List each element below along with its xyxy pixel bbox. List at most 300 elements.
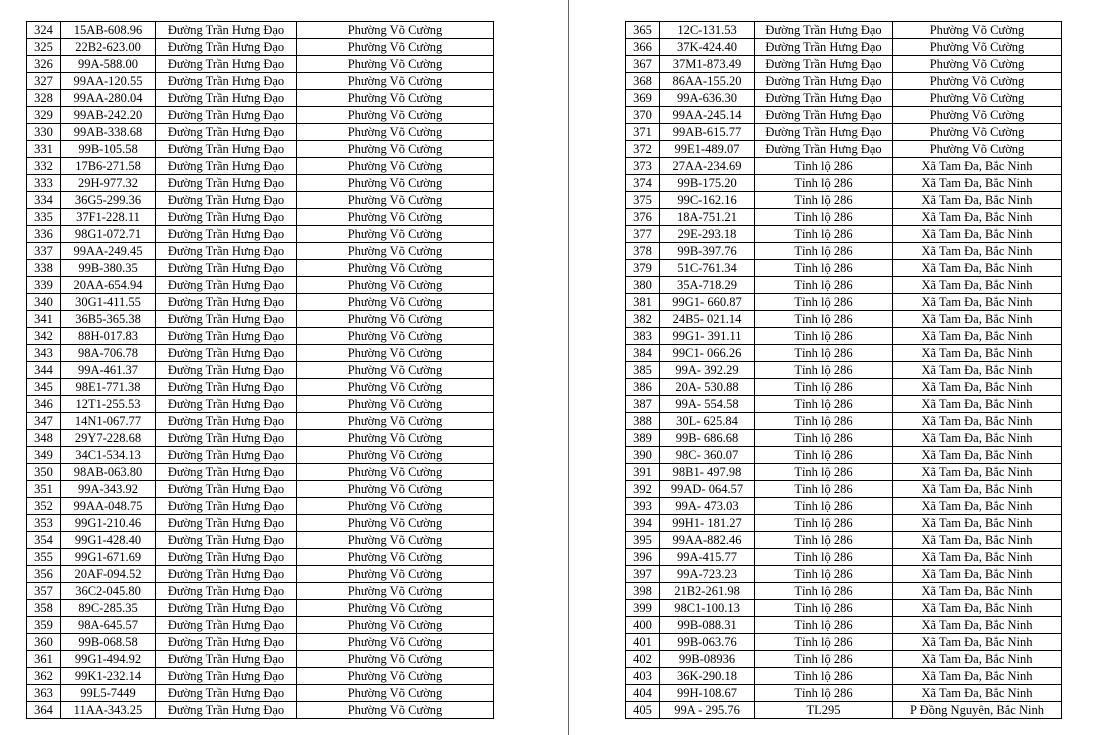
license-plate-cell: 29H-977.32 xyxy=(61,175,156,192)
license-plate-cell: 99A-415.77 xyxy=(660,549,755,566)
row-number-cell: 362 xyxy=(27,668,61,685)
location-cell: Phường Võ Cường xyxy=(297,617,494,634)
road-cell: Tỉnh lộ 286 xyxy=(755,277,893,294)
license-plate-cell: 14N1-067.77 xyxy=(61,413,156,430)
row-number-cell: 333 xyxy=(27,175,61,192)
license-plate-cell: 99AB-338.68 xyxy=(61,124,156,141)
license-plate-cell: 99C1- 066.26 xyxy=(660,345,755,362)
location-cell: Phường Võ Cường xyxy=(893,39,1062,56)
table-row xyxy=(626,685,1062,702)
road-cell: Tỉnh lộ 286 xyxy=(755,260,893,277)
table-row xyxy=(626,124,1062,141)
location-cell: Xã Tam Đa, Bắc Ninh xyxy=(893,651,1062,668)
table-row xyxy=(27,277,494,294)
location-cell: Xã Tam Đa, Bắc Ninh xyxy=(893,430,1062,447)
road-cell: Tỉnh lộ 286 xyxy=(755,328,893,345)
license-plate-cell: 99AA-280.04 xyxy=(61,90,156,107)
location-cell: Xã Tam Đa, Bắc Ninh xyxy=(893,549,1062,566)
license-plate-cell: 99G1-428.40 xyxy=(61,532,156,549)
location-cell: Xã Tam Đa, Bắc Ninh xyxy=(893,328,1062,345)
location-cell: Phường Võ Cường xyxy=(297,345,494,362)
row-number-cell: 351 xyxy=(27,481,61,498)
row-number-cell: 372 xyxy=(626,141,660,158)
license-plate-cell: 99AB-615.77 xyxy=(660,124,755,141)
road-cell: Đường Trần Hưng Đạo xyxy=(156,600,297,617)
location-cell: Xã Tam Đa, Bắc Ninh xyxy=(893,396,1062,413)
row-number-cell: 360 xyxy=(27,634,61,651)
row-number-cell: 366 xyxy=(626,39,660,56)
location-cell: Phường Võ Cường xyxy=(297,175,494,192)
right-page xyxy=(625,21,1061,719)
road-cell: Đường Trần Hưng Đạo xyxy=(156,328,297,345)
row-number-cell: 369 xyxy=(626,90,660,107)
table-row xyxy=(626,345,1062,362)
road-cell: Đường Trần Hưng Đạo xyxy=(156,685,297,702)
license-plate-cell: 99A - 295.76 xyxy=(660,702,755,719)
location-cell: P Đồng Nguyên, Bắc Ninh xyxy=(893,702,1062,719)
location-cell: Phường Võ Cường xyxy=(893,107,1062,124)
table-row xyxy=(626,651,1062,668)
location-cell: Phường Võ Cường xyxy=(297,413,494,430)
license-plate-cell: 21B2-261.98 xyxy=(660,583,755,600)
license-plate-cell: 18A-751.21 xyxy=(660,209,755,226)
table-row xyxy=(27,617,494,634)
location-cell: Xã Tam Đa, Bắc Ninh xyxy=(893,311,1062,328)
table-row xyxy=(27,549,494,566)
row-number-cell: 331 xyxy=(27,141,61,158)
row-number-cell: 327 xyxy=(27,73,61,90)
road-cell: Tỉnh lộ 286 xyxy=(755,515,893,532)
table-row xyxy=(626,413,1062,430)
license-plate-cell: 99B- 686.68 xyxy=(660,430,755,447)
row-number-cell: 389 xyxy=(626,430,660,447)
road-cell: Đường Trần Hưng Đạo xyxy=(156,498,297,515)
table-row xyxy=(27,56,494,73)
location-cell: Xã Tam Đa, Bắc Ninh xyxy=(893,277,1062,294)
location-cell: Phường Võ Cường xyxy=(297,209,494,226)
location-cell: Xã Tam Đa, Bắc Ninh xyxy=(893,243,1062,260)
location-cell: Phường Võ Cường xyxy=(297,651,494,668)
license-plate-cell: 99A-461.37 xyxy=(61,362,156,379)
road-cell: Đường Trần Hưng Đạo xyxy=(156,549,297,566)
row-number-cell: 370 xyxy=(626,107,660,124)
road-cell: Đường Trần Hưng Đạo xyxy=(156,362,297,379)
row-number-cell: 341 xyxy=(27,311,61,328)
road-cell: Đường Trần Hưng Đạo xyxy=(156,107,297,124)
location-cell: Phường Võ Cường xyxy=(297,430,494,447)
row-number-cell: 378 xyxy=(626,243,660,260)
road-cell: Đường Trần Hưng Đạo xyxy=(156,90,297,107)
row-number-cell: 352 xyxy=(27,498,61,515)
road-cell: Tỉnh lộ 286 xyxy=(755,158,893,175)
road-cell: Đường Trần Hưng Đạo xyxy=(156,56,297,73)
row-number-cell: 401 xyxy=(626,634,660,651)
table-row xyxy=(27,668,494,685)
table-row xyxy=(27,379,494,396)
table-row xyxy=(626,532,1062,549)
location-cell: Xã Tam Đa, Bắc Ninh xyxy=(893,413,1062,430)
road-cell: Đường Trần Hưng Đạo xyxy=(156,566,297,583)
location-cell: Xã Tam Đa, Bắc Ninh xyxy=(893,498,1062,515)
table-row xyxy=(626,464,1062,481)
right-table-body xyxy=(626,22,1062,719)
road-cell: Tỉnh lộ 286 xyxy=(755,464,893,481)
road-cell: Đường Trần Hưng Đạo xyxy=(156,73,297,90)
road-cell: Đường Trần Hưng Đạo xyxy=(156,22,297,39)
row-number-cell: 384 xyxy=(626,345,660,362)
table-row xyxy=(27,124,494,141)
right-violation-table xyxy=(625,21,1062,719)
license-plate-cell: 51C-761.34 xyxy=(660,260,755,277)
road-cell: Đường Trần Hưng Đạo xyxy=(156,260,297,277)
table-row xyxy=(27,175,494,192)
road-cell: Tỉnh lộ 286 xyxy=(755,175,893,192)
location-cell: Phường Võ Cường xyxy=(297,498,494,515)
license-plate-cell: 15AB-608.96 xyxy=(61,22,156,39)
row-number-cell: 325 xyxy=(27,39,61,56)
road-cell: Tỉnh lộ 286 xyxy=(755,634,893,651)
location-cell: Xã Tam Đa, Bắc Ninh xyxy=(893,532,1062,549)
location-cell: Phường Võ Cường xyxy=(297,226,494,243)
row-number-cell: 382 xyxy=(626,311,660,328)
location-cell: Phường Võ Cường xyxy=(297,379,494,396)
license-plate-cell: 36C2-045.80 xyxy=(61,583,156,600)
table-row xyxy=(626,22,1062,39)
road-cell: Đường Trần Hưng Đạo xyxy=(156,515,297,532)
road-cell: Tỉnh lộ 286 xyxy=(755,192,893,209)
location-cell: Phường Võ Cường xyxy=(297,634,494,651)
table-row xyxy=(626,328,1062,345)
table-row xyxy=(27,226,494,243)
license-plate-cell: 30G1-411.55 xyxy=(61,294,156,311)
road-cell: Tỉnh lộ 286 xyxy=(755,413,893,430)
road-cell: Đường Trần Hưng Đạo xyxy=(156,277,297,294)
row-number-cell: 356 xyxy=(27,566,61,583)
road-cell: Đường Trần Hưng Đạo xyxy=(156,464,297,481)
location-cell: Phường Võ Cường xyxy=(893,22,1062,39)
table-row xyxy=(626,243,1062,260)
license-plate-cell: 20AA-654.94 xyxy=(61,277,156,294)
location-cell: Xã Tam Đa, Bắc Ninh xyxy=(893,260,1062,277)
road-cell: Tỉnh lộ 286 xyxy=(755,617,893,634)
row-number-cell: 324 xyxy=(27,22,61,39)
road-cell: Tỉnh lộ 286 xyxy=(755,668,893,685)
license-plate-cell: 99G1- 391.11 xyxy=(660,328,755,345)
road-cell: Đường Trần Hưng Đạo xyxy=(156,345,297,362)
location-cell: Phường Võ Cường xyxy=(297,294,494,311)
row-number-cell: 383 xyxy=(626,328,660,345)
license-plate-cell: 98E1-771.38 xyxy=(61,379,156,396)
table-row xyxy=(626,39,1062,56)
table-row xyxy=(27,532,494,549)
location-cell: Phường Võ Cường xyxy=(893,141,1062,158)
table-row xyxy=(626,447,1062,464)
row-number-cell: 367 xyxy=(626,56,660,73)
license-plate-cell: 99B-380.35 xyxy=(61,260,156,277)
road-cell: Tỉnh lộ 286 xyxy=(755,311,893,328)
location-cell: Phường Võ Cường xyxy=(297,583,494,600)
table-row xyxy=(626,566,1062,583)
table-row xyxy=(27,651,494,668)
location-cell: Phường Võ Cường xyxy=(297,464,494,481)
table-row xyxy=(27,600,494,617)
row-number-cell: 397 xyxy=(626,566,660,583)
license-plate-cell: 99H-108.67 xyxy=(660,685,755,702)
row-number-cell: 399 xyxy=(626,600,660,617)
table-row xyxy=(626,141,1062,158)
road-cell: Tỉnh lộ 286 xyxy=(755,362,893,379)
license-plate-cell: 98AB-063.80 xyxy=(61,464,156,481)
row-number-cell: 357 xyxy=(27,583,61,600)
table-row xyxy=(27,447,494,464)
row-number-cell: 375 xyxy=(626,192,660,209)
location-cell: Phường Võ Cường xyxy=(297,90,494,107)
row-number-cell: 392 xyxy=(626,481,660,498)
location-cell: Phường Võ Cường xyxy=(297,515,494,532)
license-plate-cell: 98A-645.57 xyxy=(61,617,156,634)
row-number-cell: 379 xyxy=(626,260,660,277)
road-cell: Đường Trần Hưng Đạo xyxy=(156,311,297,328)
location-cell: Xã Tam Đa, Bắc Ninh xyxy=(893,583,1062,600)
row-number-cell: 334 xyxy=(27,192,61,209)
road-cell: Tỉnh lộ 286 xyxy=(755,685,893,702)
location-cell: Phường Võ Cường xyxy=(297,243,494,260)
location-cell: Phường Võ Cường xyxy=(297,260,494,277)
table-row xyxy=(27,90,494,107)
road-cell: Tỉnh lộ 286 xyxy=(755,345,893,362)
license-plate-cell: 99B-397.76 xyxy=(660,243,755,260)
table-row xyxy=(27,430,494,447)
license-plate-cell: 37M1-873.49 xyxy=(660,56,755,73)
left-violation-table xyxy=(26,21,494,719)
road-cell: Đường Trần Hưng Đạo xyxy=(755,73,893,90)
table-row xyxy=(626,260,1062,277)
table-row xyxy=(626,362,1062,379)
license-plate-cell: 98C- 360.07 xyxy=(660,447,755,464)
license-plate-cell: 36G5-299.36 xyxy=(61,192,156,209)
row-number-cell: 353 xyxy=(27,515,61,532)
location-cell: Phường Võ Cường xyxy=(297,396,494,413)
license-plate-cell: 99E1-489.07 xyxy=(660,141,755,158)
location-cell: Xã Tam Đa, Bắc Ninh xyxy=(893,294,1062,311)
location-cell: Phường Võ Cường xyxy=(297,56,494,73)
road-cell: Đường Trần Hưng Đạo xyxy=(156,617,297,634)
license-plate-cell: 99AD- 064.57 xyxy=(660,481,755,498)
license-plate-cell: 36K-290.18 xyxy=(660,668,755,685)
license-plate-cell: 12C-131.53 xyxy=(660,22,755,39)
row-number-cell: 336 xyxy=(27,226,61,243)
table-row xyxy=(626,515,1062,532)
road-cell: Đường Trần Hưng Đạo xyxy=(755,56,893,73)
table-row xyxy=(626,175,1062,192)
location-cell: Phường Võ Cường xyxy=(297,702,494,719)
road-cell: Đường Trần Hưng Đạo xyxy=(755,107,893,124)
location-cell: Phường Võ Cường xyxy=(893,73,1062,90)
row-number-cell: 394 xyxy=(626,515,660,532)
table-row xyxy=(27,73,494,90)
left-table-body xyxy=(27,22,494,719)
row-number-cell: 374 xyxy=(626,175,660,192)
location-cell: Phường Võ Cường xyxy=(297,447,494,464)
license-plate-cell: 99B-088.31 xyxy=(660,617,755,634)
road-cell: Tỉnh lộ 286 xyxy=(755,447,893,464)
road-cell: Đường Trần Hưng Đạo xyxy=(156,294,297,311)
license-plate-cell: 11AA-343.25 xyxy=(61,702,156,719)
row-number-cell: 377 xyxy=(626,226,660,243)
license-plate-cell: 86AA-155.20 xyxy=(660,73,755,90)
row-number-cell: 339 xyxy=(27,277,61,294)
license-plate-cell: 99B-063.76 xyxy=(660,634,755,651)
table-row xyxy=(27,39,494,56)
table-row xyxy=(626,209,1062,226)
road-cell: Đường Trần Hưng Đạo xyxy=(156,430,297,447)
license-plate-cell: 99C-162.16 xyxy=(660,192,755,209)
row-number-cell: 329 xyxy=(27,107,61,124)
license-plate-cell: 99A-588.00 xyxy=(61,56,156,73)
row-number-cell: 400 xyxy=(626,617,660,634)
license-plate-cell: 37F1-228.11 xyxy=(61,209,156,226)
row-number-cell: 361 xyxy=(27,651,61,668)
table-row xyxy=(626,396,1062,413)
row-number-cell: 335 xyxy=(27,209,61,226)
location-cell: Xã Tam Đa, Bắc Ninh xyxy=(893,362,1062,379)
road-cell: Đường Trần Hưng Đạo xyxy=(156,226,297,243)
road-cell: Đường Trần Hưng Đạo xyxy=(156,158,297,175)
license-plate-cell: 99A-636.30 xyxy=(660,90,755,107)
table-row xyxy=(27,243,494,260)
location-cell: Xã Tam Đa, Bắc Ninh xyxy=(893,226,1062,243)
row-number-cell: 346 xyxy=(27,396,61,413)
road-cell: Đường Trần Hưng Đạo xyxy=(156,447,297,464)
row-number-cell: 332 xyxy=(27,158,61,175)
road-cell: Đường Trần Hưng Đạo xyxy=(156,651,297,668)
license-plate-cell: 99G1- 660.87 xyxy=(660,294,755,311)
location-cell: Phường Võ Cường xyxy=(893,124,1062,141)
table-row xyxy=(27,413,494,430)
row-number-cell: 371 xyxy=(626,124,660,141)
road-cell: Đường Trần Hưng Đạo xyxy=(156,379,297,396)
row-number-cell: 349 xyxy=(27,447,61,464)
license-plate-cell: 99AB-242.20 xyxy=(61,107,156,124)
table-row xyxy=(27,260,494,277)
table-row xyxy=(626,549,1062,566)
license-plate-cell: 99A- 554.58 xyxy=(660,396,755,413)
license-plate-cell: 30L- 625.84 xyxy=(660,413,755,430)
road-cell: Đường Trần Hưng Đạo xyxy=(156,634,297,651)
table-row xyxy=(626,583,1062,600)
row-number-cell: 395 xyxy=(626,532,660,549)
license-plate-cell: 99B-175.20 xyxy=(660,175,755,192)
table-row xyxy=(626,311,1062,328)
table-row xyxy=(27,311,494,328)
road-cell: Tỉnh lộ 286 xyxy=(755,600,893,617)
table-row xyxy=(27,294,494,311)
row-number-cell: 330 xyxy=(27,124,61,141)
license-plate-cell: 99B-08936 xyxy=(660,651,755,668)
license-plate-cell: 99G1-671.69 xyxy=(61,549,156,566)
location-cell: Phường Võ Cường xyxy=(297,22,494,39)
row-number-cell: 348 xyxy=(27,430,61,447)
table-row xyxy=(626,90,1062,107)
road-cell: Tỉnh lộ 286 xyxy=(755,379,893,396)
road-cell: Đường Trần Hưng Đạo xyxy=(156,39,297,56)
location-cell: Phường Võ Cường xyxy=(297,668,494,685)
row-number-cell: 328 xyxy=(27,90,61,107)
row-number-cell: 365 xyxy=(626,22,660,39)
location-cell: Xã Tam Đa, Bắc Ninh xyxy=(893,617,1062,634)
location-cell: Xã Tam Đa, Bắc Ninh xyxy=(893,175,1062,192)
row-number-cell: 396 xyxy=(626,549,660,566)
road-cell: Đường Trần Hưng Đạo xyxy=(156,583,297,600)
location-cell: Phường Võ Cường xyxy=(893,90,1062,107)
road-cell: Đường Trần Hưng Đạo xyxy=(755,22,893,39)
row-number-cell: 398 xyxy=(626,583,660,600)
location-cell: Phường Võ Cường xyxy=(297,39,494,56)
license-plate-cell: 24B5- 021.14 xyxy=(660,311,755,328)
table-row xyxy=(27,702,494,719)
road-cell: Tỉnh lộ 286 xyxy=(755,294,893,311)
row-number-cell: 405 xyxy=(626,702,660,719)
location-cell: Phường Võ Cường xyxy=(297,192,494,209)
table-row xyxy=(27,634,494,651)
row-number-cell: 391 xyxy=(626,464,660,481)
license-plate-cell: 98G1-072.71 xyxy=(61,226,156,243)
location-cell: Phường Võ Cường xyxy=(297,73,494,90)
location-cell: Xã Tam Đa, Bắc Ninh xyxy=(893,379,1062,396)
row-number-cell: 337 xyxy=(27,243,61,260)
table-row xyxy=(626,192,1062,209)
location-cell: Xã Tam Đa, Bắc Ninh xyxy=(893,447,1062,464)
location-cell: Phường Võ Cường xyxy=(297,481,494,498)
row-number-cell: 350 xyxy=(27,464,61,481)
table-row xyxy=(626,277,1062,294)
license-plate-cell: 36B5-365.38 xyxy=(61,311,156,328)
table-row xyxy=(27,158,494,175)
table-row xyxy=(27,22,494,39)
left-page xyxy=(26,21,489,719)
row-number-cell: 381 xyxy=(626,294,660,311)
road-cell: Đường Trần Hưng Đạo xyxy=(755,39,893,56)
license-plate-cell: 99AA-249.45 xyxy=(61,243,156,260)
table-row xyxy=(626,56,1062,73)
road-cell: TL295 xyxy=(755,702,893,719)
license-plate-cell: 99AA-245.14 xyxy=(660,107,755,124)
location-cell: Phường Võ Cường xyxy=(297,532,494,549)
table-row xyxy=(27,209,494,226)
road-cell: Đường Trần Hưng Đạo xyxy=(156,396,297,413)
road-cell: Tỉnh lộ 286 xyxy=(755,209,893,226)
row-number-cell: 376 xyxy=(626,209,660,226)
license-plate-cell: 34C1-534.13 xyxy=(61,447,156,464)
road-cell: Đường Trần Hưng Đạo xyxy=(156,481,297,498)
row-number-cell: 354 xyxy=(27,532,61,549)
row-number-cell: 326 xyxy=(27,56,61,73)
road-cell: Đường Trần Hưng Đạo xyxy=(156,141,297,158)
license-plate-cell: 99AA-120.55 xyxy=(61,73,156,90)
location-cell: Xã Tam Đa, Bắc Ninh xyxy=(893,158,1062,175)
location-cell: Xã Tam Đa, Bắc Ninh xyxy=(893,481,1062,498)
row-number-cell: 402 xyxy=(626,651,660,668)
table-row xyxy=(27,328,494,345)
location-cell: Xã Tam Đa, Bắc Ninh xyxy=(893,345,1062,362)
row-number-cell: 358 xyxy=(27,600,61,617)
row-number-cell: 342 xyxy=(27,328,61,345)
license-plate-cell: 98A-706.78 xyxy=(61,345,156,362)
table-row xyxy=(626,668,1062,685)
table-row xyxy=(626,600,1062,617)
row-number-cell: 403 xyxy=(626,668,660,685)
table-row xyxy=(27,566,494,583)
